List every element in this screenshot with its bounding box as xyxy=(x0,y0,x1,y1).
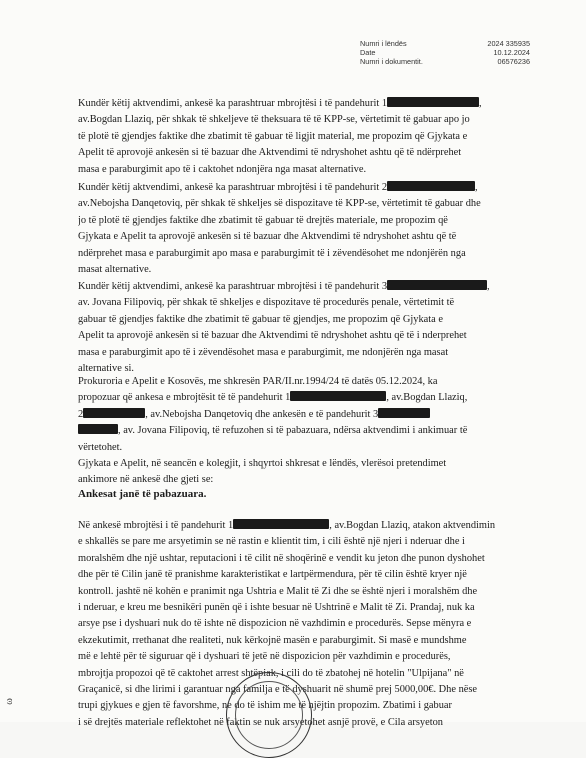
line-text: , xyxy=(487,281,490,292)
line-text: të plotë të gjendjes faktike dhe zbatimit të gabuar të ligjit material, me propozim që Gjykata e xyxy=(78,130,468,142)
date-label: Date xyxy=(360,48,376,58)
text-line xyxy=(78,229,524,245)
line-text: , av.Bogdan Llaziq, xyxy=(386,392,468,404)
text-line xyxy=(78,162,524,178)
line-text: gabuar të gjendjes faktike dhe zbatimit të gabuar të gjendjes, me propozim që Gjykata e xyxy=(78,313,443,325)
line-text: Në ankesë mbrojtësi i të pandehurit 1 xyxy=(78,520,234,531)
text-line xyxy=(78,262,524,278)
line-text: Prokuroria e Apelit e Kosovës, me shkresën PAR/II.nr.1994/24 të datës 05.12.2024, ka xyxy=(78,376,438,387)
line-text: dhe për të Cilin janë të pranishme karakteristikat e lartpërmendura, për të cilin është kryer një xyxy=(78,569,467,581)
line-text: propozuar që ankesa e mbrojtësit të të pandehurit 1 xyxy=(78,392,291,404)
case-number-row xyxy=(360,39,530,48)
text-line xyxy=(78,180,524,196)
text-line xyxy=(78,456,524,472)
line-text: ankimore në ankesë dhe gjeti se: xyxy=(78,474,214,486)
line-text: av.Nebojsha Danqetoviq, për shkak të shkeljes së dispozitave të KPP-se, vërtetimit të gabuar dhe xyxy=(78,198,481,210)
text-line xyxy=(78,312,524,328)
document-number-label: Numri i dokumentit. xyxy=(360,57,423,67)
redaction-bar xyxy=(83,408,145,418)
line-text: Graçanicë, si dhe lirimi i garantuar nga familja e të dyshuarit në shumë prej 5000,00€. Dhe nëse xyxy=(78,683,478,695)
line-text: av. Jovana Filipoviq, për shkak të shkeljes e dispozitave të procedurës penale, vërtetimit të xyxy=(78,297,455,309)
court-stamp xyxy=(226,672,312,758)
redaction-bar xyxy=(387,280,487,290)
text-line xyxy=(78,423,524,439)
redaction-bar xyxy=(78,424,118,434)
court-review-paragraph xyxy=(78,456,524,489)
text-line xyxy=(78,472,524,488)
text-line xyxy=(78,551,524,567)
text-line xyxy=(78,616,524,632)
text-line xyxy=(78,440,524,456)
line-text: masa e paraburgimit apo të i caktohet ndonjëra nga masat alternative. xyxy=(78,163,367,175)
line-text: jo të plotë të gjendjes faktike dhe zbatimit të gabuar të drejtës materiale, me propozim që xyxy=(78,214,448,226)
line-text: av.Bogdan Llaziq, për shkak të shkeljeve të theksuara të të KPP-se, vërtetimit të gabuar apo jo xyxy=(78,114,470,126)
date-value: 10.12.2024 xyxy=(493,48,530,58)
text-line xyxy=(78,96,524,112)
appeal-paragraph-2 xyxy=(78,180,524,278)
appeal-paragraph-3 xyxy=(78,279,524,377)
text-line xyxy=(78,345,524,361)
text-line xyxy=(78,295,524,311)
line-text: , av. Jovana Filipoviq, të refuzohen si të pabazuara, ndërsa aktvendimi i ankimuar të xyxy=(118,425,468,437)
text-line xyxy=(78,600,524,616)
line-text: , av.Nebojsha Danqetoviq dhe ankesën e të pandehurit 3 xyxy=(145,408,379,420)
date-row xyxy=(360,48,530,57)
text-line xyxy=(78,196,524,212)
line-text: trupi gjykues e gjen të favorshme, ne do të ishim me të njëjtin propozim. Zbatimi i gabuar xyxy=(78,700,452,712)
line-text: Kundër këtij aktvendimi, ankesë ka parashtruar mbrojtësi i të pandehurit 2 xyxy=(78,182,388,193)
line-text: Apelit të aprovojë ankesën si të bazuar dhe Aktvendimi të ndryshohet ashtu që të ndërprehet xyxy=(78,147,462,159)
line-text: mbrojtja propozoi që të caktohet arrest shtëpiak, i cili do të zbatohej në hotelin "Ulpijana" në xyxy=(78,667,464,679)
line-text: i së drejtës materiale reflektohet në faktin se nuk arsyetohet asnjë provë, e Cila arsyeton xyxy=(78,716,443,728)
text-line xyxy=(78,246,524,262)
line-text: masa e paraburgimit apo të i zëvendësohet masa e paraburgimit, me ndonjërën nga masat xyxy=(78,346,449,358)
line-text: ekzekutimit, rrethanat dhe realiteti, nuk kërkojnë masën e paraburgimit. Si masë e mundshme xyxy=(78,634,467,646)
line-text: Apelit ta aprovojë ankesën si të bazuar dhe Aktvendimi të ndryshohet ashtu që të i nderprehet xyxy=(78,330,467,342)
appeal-paragraph-1 xyxy=(78,96,524,178)
line-text: më e lehtë për të siguruar që i dyshuari të jetë në dispozicion për vazhdimin e procedurës, xyxy=(78,651,451,663)
document-metadata xyxy=(360,39,530,67)
line-text: moralshëm dhe një ushtar, reputacioni i të cilit në shoqërinë e vendit ku jeton dhe punon dyshohet xyxy=(78,552,485,564)
line-text: masat alternative. xyxy=(78,263,152,275)
line-text: ndërprehet masa e paraburgimit apo masa e paraburgimit të i zëvendësohet me ndonjërën nga xyxy=(78,247,466,259)
redaction-bar xyxy=(233,519,329,529)
text-line xyxy=(78,666,524,682)
line-text: Gjykata e Apelit, në seancën e kolegjit, i shqyrtoi shkresat e lëndës, vlerësoi pretendimet xyxy=(78,458,447,469)
line-text: , av.Bogdan Llaziq, atakon aktvendimin xyxy=(329,520,496,531)
line-text: , xyxy=(475,182,478,193)
section-heading: Ankesat janë të pabazuara. xyxy=(78,488,207,500)
case-number-label: Numri i lëndës xyxy=(360,39,407,48)
text-line xyxy=(78,112,524,128)
text-line xyxy=(78,584,524,600)
text-line xyxy=(78,649,524,665)
prosecution-paragraph xyxy=(78,374,524,456)
line-text: Kundër këtij aktvendimi, ankesë ka parashtruar mbrojtësi i të pandehurit 3 xyxy=(78,281,388,292)
text-line xyxy=(78,518,524,534)
document-number-row xyxy=(360,57,530,66)
text-line xyxy=(78,145,524,161)
line-text: arsye pse i dyshuari nuk do të ishte në dispozicion në vazhdimin e procedurës. Sepse mënyra e xyxy=(78,618,472,630)
text-line xyxy=(78,534,524,550)
text-line xyxy=(78,213,524,229)
redaction-bar xyxy=(290,391,386,401)
text-line xyxy=(78,633,524,649)
text-line xyxy=(78,279,524,295)
line-text: vërtetohet. xyxy=(78,441,123,453)
line-text: Gjykata e Apelit ta aprovojë ankesën si të bazuar dhe Aktvendimi të ndryshohet ashtu që të xyxy=(78,231,457,243)
line-text: alternative si. xyxy=(78,362,134,374)
line-text: , xyxy=(479,98,482,109)
document-number-value: 06576236 xyxy=(497,57,530,67)
line-text: 2 xyxy=(78,408,84,420)
line-text: Kundër këtij aktvendimi, ankesë ka parashtruar mbrojtësi i të pandehurit 1 xyxy=(78,98,388,109)
redaction-bar xyxy=(387,97,479,107)
redaction-bar xyxy=(378,408,430,418)
text-line xyxy=(78,407,524,423)
text-line xyxy=(78,374,524,390)
redaction-bar xyxy=(387,181,475,191)
margin-mark: ω xyxy=(3,698,15,705)
text-line xyxy=(78,390,524,406)
line-text: e shkallës se pare me arsyetimin se në rastin e klientit tim, i cili është një njeri i nderuar dhe i xyxy=(78,536,465,548)
line-text: kontroll. jashtë në kohën e pranimit nga Ushtria e Malit të Zi dhe se është njeri i moralshëm dhe xyxy=(78,585,478,597)
text-line xyxy=(78,328,524,344)
line-text: i nderuar, e kreu me besnikëri punën që i ishte besuar në Ushtrinë e Malit të Zi. Prandaj, nuk ka xyxy=(78,601,475,613)
case-number-value: 2024 335935 xyxy=(487,39,530,48)
text-line xyxy=(78,567,524,583)
text-line xyxy=(78,129,524,145)
